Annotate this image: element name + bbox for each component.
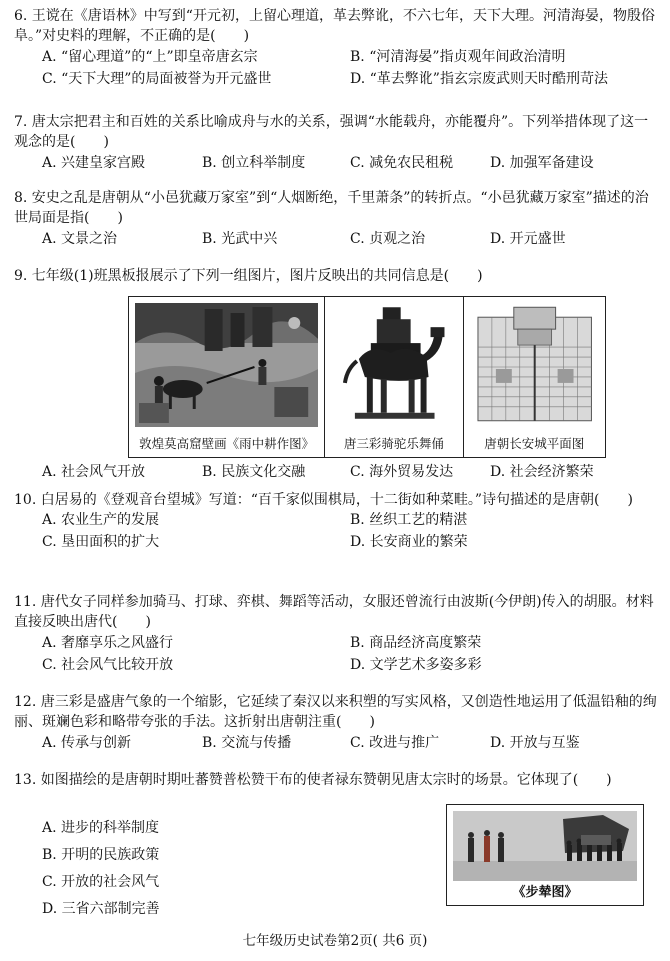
figure-changan-caption: 唐朝长安城平面图 [484,435,585,451]
question-12-options [14,733,660,755]
figure-mural [129,297,325,457]
q7-option-d[interactable]: D. 加强军备建设 [490,154,594,171]
question-10-options-row2 [14,532,660,554]
page-footer: 七年级历史试卷第2页( 共6 页) [242,933,428,949]
question-13 [14,770,660,790]
q10-option-d[interactable]: D. 长安商业的繁荣 [350,534,468,551]
question-9-options [14,462,660,484]
q10-option-c[interactable]: C. 垦田面积的扩大 [42,534,160,551]
bunian-painting-image [453,811,637,881]
q13-row-a [14,818,434,845]
q12-option-b[interactable]: B. 交流与传播 [202,734,292,751]
q11-option-d[interactable]: D. 文学艺术多姿多彩 [350,656,482,673]
camel-figurine-image [331,303,456,427]
q8-option-c[interactable]: C. 贞观之治 [350,230,426,247]
figure-mural-caption: 敦煌莫高窟壁画《雨中耕作图》 [139,435,315,451]
q13-option-d[interactable]: D. 三省六部制完善 [42,901,160,917]
q13-row-d [14,899,434,926]
question-11 [14,592,660,677]
q9-option-c[interactable]: C. 海外贸易发达 [350,464,454,480]
question-9-figure-panel [128,296,606,458]
q10-option-b[interactable]: B. 丝织工艺的精湛 [350,512,468,529]
question-11-options-row1 [14,633,660,655]
figure-camel-caption: 唐三彩骑驼乐舞俑 [343,435,444,451]
question-10-stem: 10. 白居易的《登观音台望城》写道：“百千家似围棋局，十二街如种菜畦。”诗句描述的是唐朝( ) [14,492,633,508]
q9-option-b[interactable]: B. 民族文化交融 [202,464,306,480]
question-12 [14,692,660,755]
changan-plan-image [470,303,599,427]
question-11-options-row2 [14,655,660,677]
q6-option-b[interactable]: B. “河清海晏”指贞观年间政治清明 [350,48,566,65]
q6-option-c[interactable]: C. “天下大理”的局面被誉为开元盛世 [42,70,272,87]
q7-option-a[interactable]: A. 兴建皇家宫殿 [42,154,146,171]
q10-option-a[interactable]: A. 农业生产的发展 [42,512,160,529]
question-6 [14,6,660,91]
q7-option-b[interactable]: B. 创立科举制度 [202,154,306,171]
question-9-options-wrap [14,462,660,484]
q8-option-d[interactable]: D. 开元盛世 [490,230,566,247]
q8-option-b[interactable]: B. 光武中兴 [202,230,278,247]
question-7-options [14,153,660,175]
mural-image [135,303,318,427]
q9-option-d[interactable]: D. 社会经济繁荣 [490,464,594,480]
figure-camel [325,297,463,457]
question-8-options [14,229,660,251]
q11-option-b[interactable]: B. 商品经济高度繁荣 [350,634,482,651]
q7-option-c[interactable]: C. 减免农民租税 [350,154,454,171]
q13-option-b[interactable]: B. 开明的民族政策 [42,847,160,863]
question-11-stem: 11. 唐代女子同样参加骑马、打球、弈棋、舞蹈等活动，女服还曾流行由波斯(今伊朗)传入的胡服。材料直接反映出唐代( ) [14,594,654,631]
q6-option-a[interactable]: A. “留心理道”的“上”即皇帝唐玄宗 [42,48,258,65]
q11-option-a[interactable]: A. 奢靡享乐之风盛行 [42,634,174,651]
question-6-options-row2 [14,69,660,91]
q13-option-c[interactable]: C. 开放的社会风气 [42,874,160,890]
question-9 [14,266,660,286]
question-13-stem: 13. 如图描绘的是唐朝时期吐蕃赞普松赞干布的使者禄东赞朝见唐太宗时的场景。它体现了( ) [14,772,612,788]
question-10 [14,490,660,554]
q11-option-c[interactable]: C. 社会风气比较开放 [42,656,174,673]
question-7 [14,112,660,175]
q6-option-d[interactable]: D. “革去弊讹”指玄宗废武则天时酷刑苛法 [350,70,608,87]
question-10-options-row1 [14,510,660,532]
figure-changan [464,297,605,457]
question-13-options [14,818,434,926]
question-6-options-row1 [14,47,660,69]
q12-option-d[interactable]: D. 开放与互鉴 [490,734,580,751]
q12-option-c[interactable]: C. 改进与推广 [350,734,440,751]
question-7-stem: 7. 唐太宗把君主和百姓的关系比喻成舟与水的关系，强调“水能载舟，亦能覆舟”。下列举措体现了这一观念的是( ) [14,114,649,151]
question-6-stem: 6. 王谠在《唐语林》中写到“开元初，上留心理道，革去弊讹，不六七年，天下大理。河清海晏，物殷俗阜。”对史料的理解，不正确的是( ) [14,8,655,45]
bunian-painting-figure [446,804,644,906]
bunian-caption: 《步辇图》 [512,885,578,901]
question-12-stem: 12. 唐三彩是盛唐气象的一个缩影，它延续了秦汉以来积塑的写实风格，又创造性地运用了低温铅釉的绚丽、斑斓色彩和略带夸张的手法。这折射出唐朝注重( ) [14,694,657,731]
q9-option-a[interactable]: A. 社会风气开放 [42,464,146,480]
question-8 [14,188,660,251]
q12-option-a[interactable]: A. 传承与创新 [42,734,132,751]
question-8-stem: 8. 安史之乱是唐朝从“小邑犹藏万家室”到“人烟断绝，千里萧条”的转折点。“小邑犹藏万家室”描述的治世局面是指( ) [14,190,649,227]
q13-option-a[interactable]: A. 进步的科举制度 [42,820,160,836]
q8-option-a[interactable]: A. 文景之治 [42,230,118,247]
q13-row-c [14,872,434,899]
q13-row-b [14,845,434,872]
question-9-stem: 9. 七年级(1)班黑板报展示了下列一组图片，图片反映出的共同信息是( ) [14,268,483,284]
